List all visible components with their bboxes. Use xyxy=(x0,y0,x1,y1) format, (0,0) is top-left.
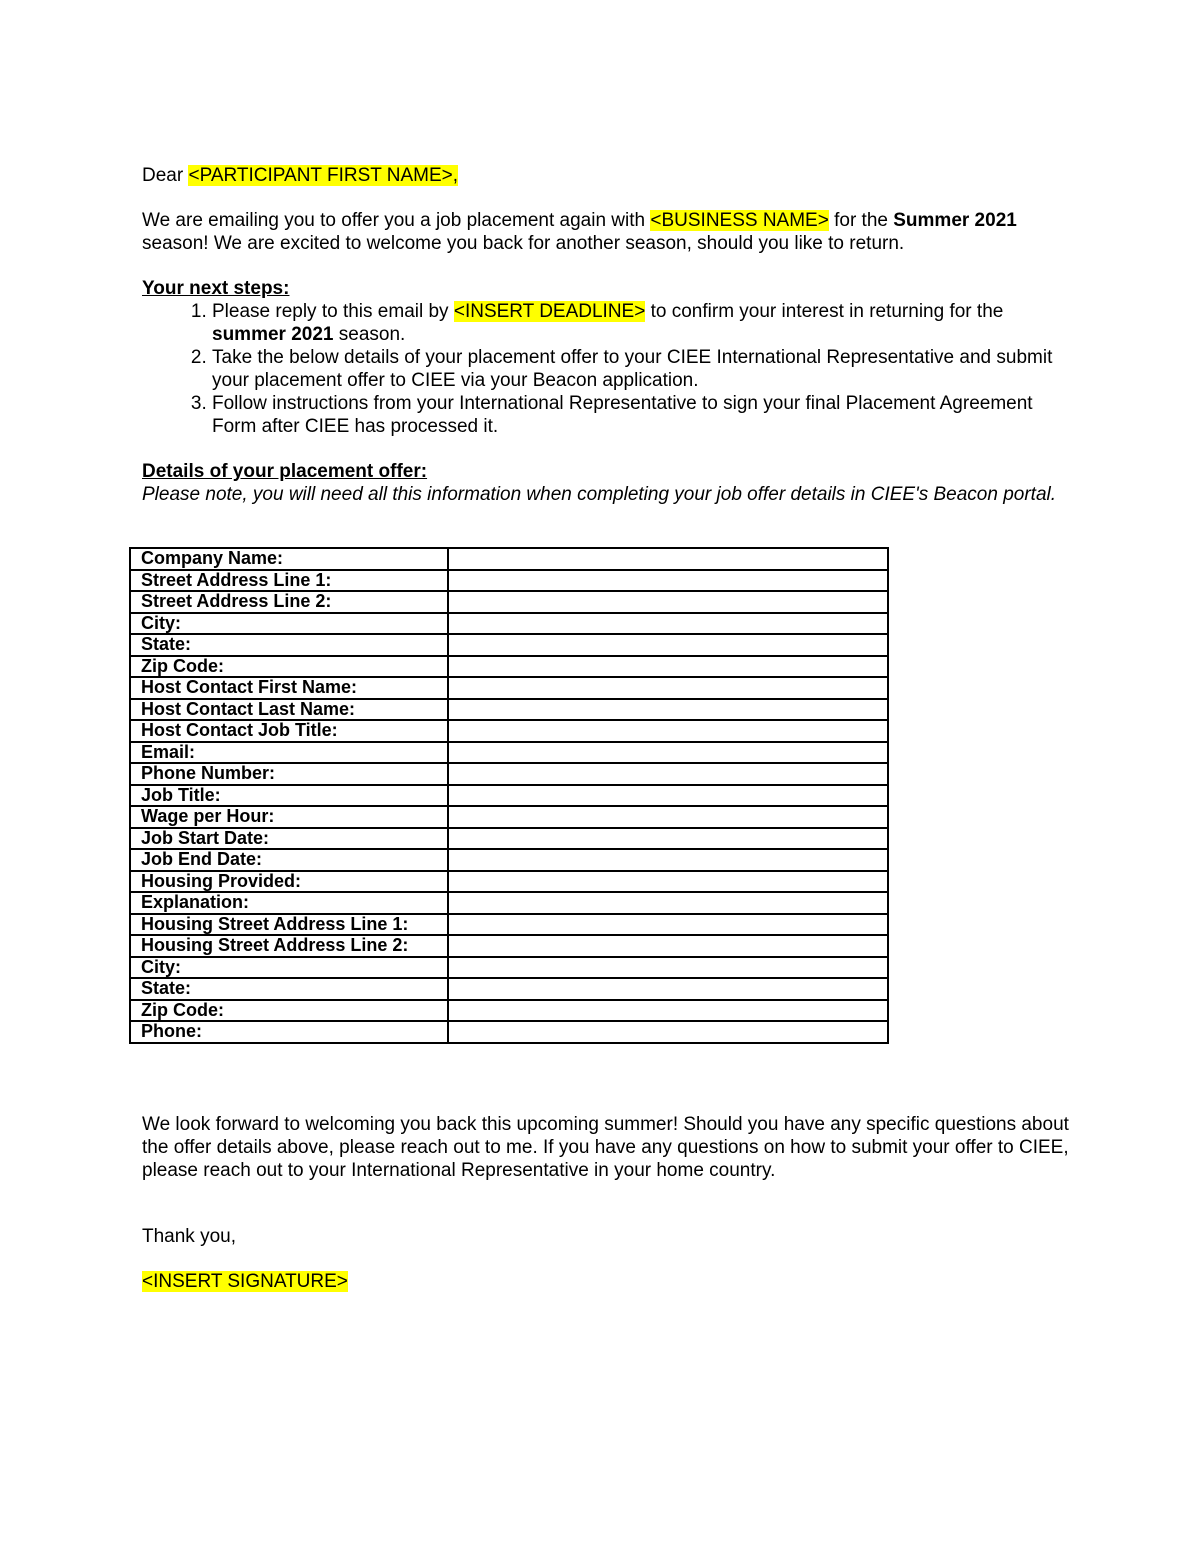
placement-offer-table xyxy=(129,547,889,1044)
field-label: Housing Street Address Line 1: xyxy=(130,914,448,936)
step-1 xyxy=(212,300,1072,346)
field-label: Job Title: xyxy=(130,785,448,807)
field-label: Host Contact Last Name: xyxy=(130,699,448,721)
intro-paragraph xyxy=(142,209,1072,255)
table-row xyxy=(130,742,888,764)
step-1-text-2: to confirm your interest in returning for the xyxy=(645,301,1004,322)
field-value xyxy=(448,978,888,1000)
table-row xyxy=(130,591,888,613)
field-value xyxy=(448,892,888,914)
field-label: Host Contact First Name: xyxy=(130,677,448,699)
field-value xyxy=(448,720,888,742)
field-value xyxy=(448,763,888,785)
table-row xyxy=(130,720,888,742)
field-value xyxy=(448,871,888,893)
details-note: Please note, you will need all this information when completing your job offer details in CIEE's Beacon portal. xyxy=(142,484,1057,505)
table-row xyxy=(130,656,888,678)
field-value xyxy=(448,699,888,721)
field-label: Job End Date: xyxy=(130,849,448,871)
table-row xyxy=(130,613,888,635)
field-label: Email: xyxy=(130,742,448,764)
field-value xyxy=(448,828,888,850)
table-row xyxy=(130,1021,888,1043)
field-label: State: xyxy=(130,978,448,1000)
greeting-prefix: Dear xyxy=(142,165,189,186)
table-row xyxy=(130,871,888,893)
table-row xyxy=(130,935,888,957)
field-value xyxy=(448,785,888,807)
greeting-line xyxy=(142,164,1072,187)
table-row xyxy=(130,806,888,828)
step-1-text-3: season. xyxy=(333,324,406,345)
table-row xyxy=(130,1000,888,1022)
letter-body xyxy=(142,164,1072,506)
field-label: Company Name: xyxy=(130,548,448,570)
step-1-text-1: Please reply to this email by xyxy=(212,301,454,322)
field-label: Phone: xyxy=(130,1021,448,1043)
field-label: State: xyxy=(130,634,448,656)
field-label: Phone Number: xyxy=(130,763,448,785)
field-value xyxy=(448,849,888,871)
field-label: Housing Provided: xyxy=(130,871,448,893)
next-steps-list xyxy=(142,300,1072,438)
signature-placeholder: <INSERT SIGNATURE> xyxy=(142,1271,348,1292)
field-label: Housing Street Address Line 2: xyxy=(130,935,448,957)
intro-text-3: season! We are excited to welcome you back for another season, should you like to return. xyxy=(142,233,905,254)
field-value xyxy=(448,914,888,936)
table-row xyxy=(130,957,888,979)
field-value xyxy=(448,742,888,764)
table-row xyxy=(130,892,888,914)
field-value xyxy=(448,677,888,699)
table-row xyxy=(130,785,888,807)
field-value xyxy=(448,613,888,635)
table-row xyxy=(130,634,888,656)
field-label: Zip Code: xyxy=(130,656,448,678)
field-label: Host Contact Job Title: xyxy=(130,720,448,742)
step-2: 2. Take the below details of your placement offer to your CIEE International Representative and submit your placement offer to CIEE via your Beacon application. xyxy=(212,346,1072,392)
table-row xyxy=(130,849,888,871)
intro-text-1: We are emailing you to offer you a job placement again with xyxy=(142,210,651,231)
field-label: Street Address Line 2: xyxy=(130,591,448,613)
field-label: Wage per Hour: xyxy=(130,806,448,828)
step-1-season: summer 2021 xyxy=(212,324,334,345)
field-value xyxy=(448,634,888,656)
field-value xyxy=(448,548,888,570)
field-value xyxy=(448,1000,888,1022)
thanks-line: Thank you, xyxy=(142,1226,236,1247)
field-label: City: xyxy=(130,957,448,979)
field-label: Explanation: xyxy=(130,892,448,914)
field-label: Job Start Date: xyxy=(130,828,448,850)
field-value xyxy=(448,656,888,678)
table-row xyxy=(130,828,888,850)
closing-paragraph: We look forward to welcoming you back this upcoming summer! Should you have any specific questions about the offer details above, please reach out to me. If you have any questions on how to submit your offer to CIEE, please reach out to your International Representative in your home country. xyxy=(142,1114,1069,1181)
table-row xyxy=(130,677,888,699)
intro-text-2: for the xyxy=(828,210,894,231)
field-label: Zip Code: xyxy=(130,1000,448,1022)
deadline-placeholder: <INSERT DEADLINE> xyxy=(453,301,646,322)
next-steps-heading: Your next steps: xyxy=(142,278,290,299)
field-value xyxy=(448,935,888,957)
intro-season: Summer 2021 xyxy=(893,210,1017,231)
signature-line xyxy=(142,1270,1072,1293)
field-value xyxy=(448,570,888,592)
field-value xyxy=(448,957,888,979)
table-row xyxy=(130,914,888,936)
field-value xyxy=(448,806,888,828)
table-row xyxy=(130,570,888,592)
business-name-placeholder: <BUSINESS NAME> xyxy=(650,210,829,231)
table-row xyxy=(130,548,888,570)
details-heading: Details of your placement offer: xyxy=(142,461,428,482)
closing-section xyxy=(142,1113,1072,1293)
field-value xyxy=(448,591,888,613)
table-row xyxy=(130,978,888,1000)
table-row xyxy=(130,699,888,721)
field-value xyxy=(448,1021,888,1043)
field-label: Street Address Line 1: xyxy=(130,570,448,592)
step-3: 3. Follow instructions from your International Representative to sign your final Placement Agreement Form after CIEE has processed it. xyxy=(212,392,1072,438)
participant-name-placeholder: <PARTICIPANT FIRST NAME>, xyxy=(188,165,459,186)
table-row xyxy=(130,763,888,785)
field-label: City: xyxy=(130,613,448,635)
